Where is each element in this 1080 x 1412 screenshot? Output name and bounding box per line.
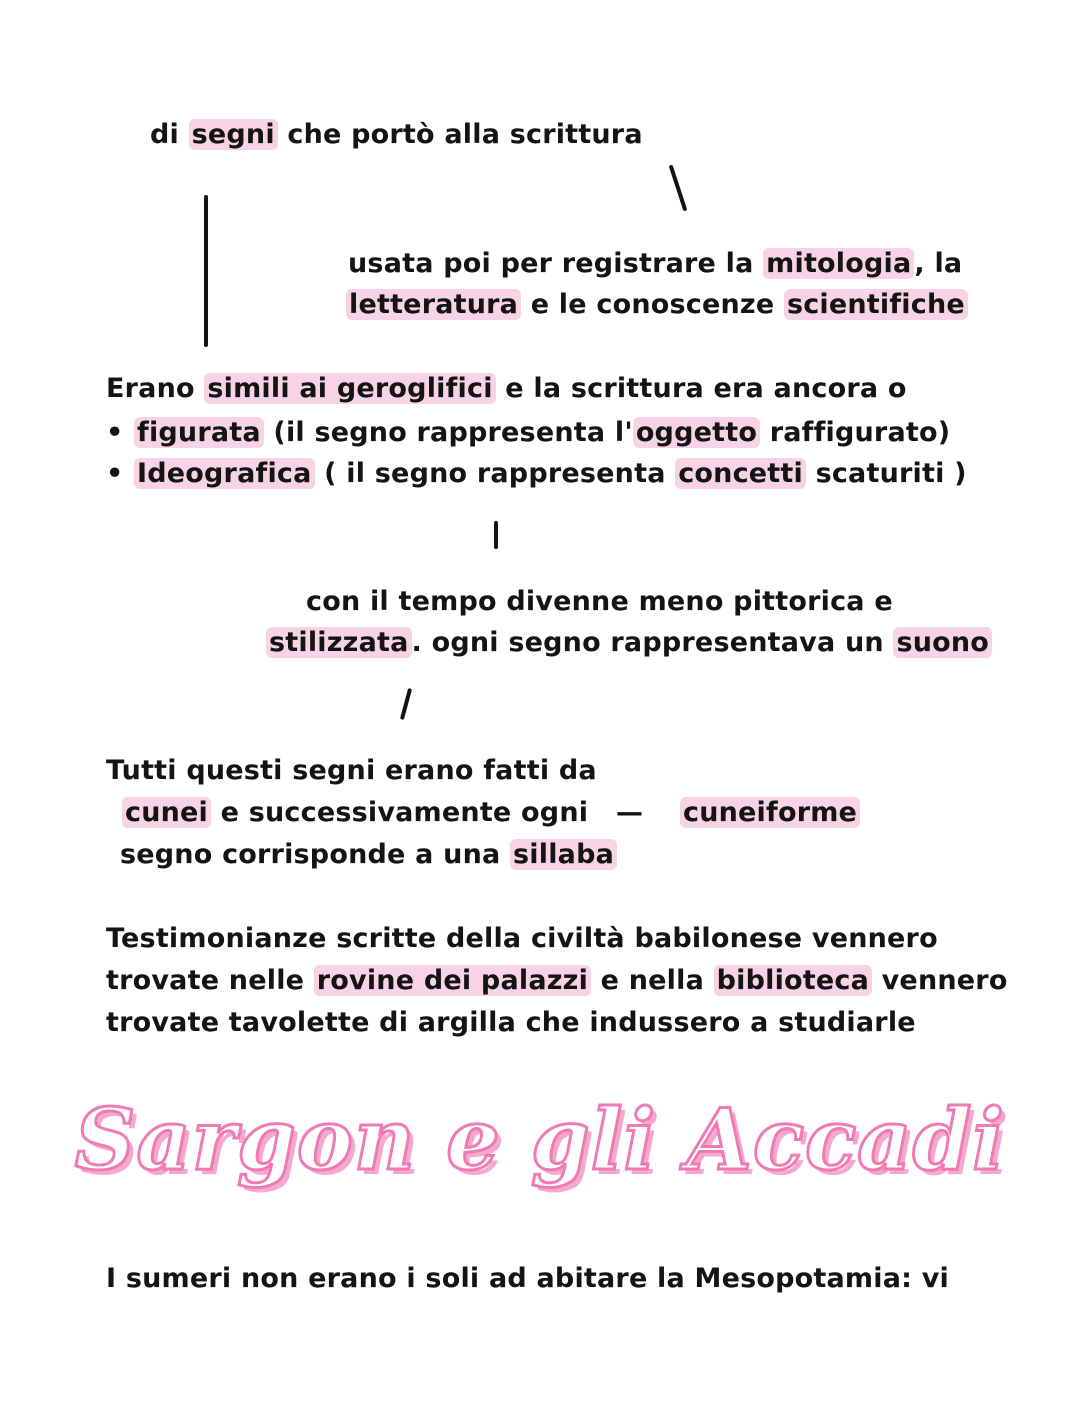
- highlight: sillaba: [510, 839, 617, 870]
- connector-line: [204, 195, 208, 347]
- text-line: [680, 796, 860, 830]
- highlight: mitologia: [763, 248, 914, 279]
- text-line: [306, 585, 893, 619]
- text-span: vennero: [872, 965, 1008, 996]
- text-span: trovate nelle: [106, 965, 314, 996]
- text-span: scaturiti ): [805, 458, 967, 489]
- text-span: ( il segno rappresenta: [314, 458, 676, 489]
- text-span: e le conoscenze: [521, 289, 784, 320]
- text-span: Tutti questi segni erano fatti da: [106, 755, 597, 786]
- text-span: trovate tavolette di argilla che indussero a studiarle: [106, 1007, 916, 1038]
- connector-line: [400, 688, 412, 720]
- text-span: e nella: [591, 965, 714, 996]
- text-span: e successivamente ogni: [211, 797, 589, 828]
- text-line: [106, 754, 597, 788]
- text-line: [122, 796, 588, 830]
- text-span: segno corrisponde a una: [120, 839, 511, 870]
- bullet-item: [106, 457, 967, 491]
- highlight: scientifiche: [784, 289, 968, 320]
- highlight: simili ai geroglifici: [204, 373, 495, 404]
- text-span: , la: [914, 248, 963, 279]
- bullet-icon: •: [106, 417, 124, 448]
- highlight: cunei: [122, 797, 211, 828]
- text-span: e la scrittura era ancora o: [495, 373, 907, 404]
- text-span: raffigurato): [760, 417, 951, 448]
- highlight: biblioteca: [714, 965, 872, 996]
- connector-line: [494, 521, 498, 549]
- bullet-item: [106, 416, 950, 450]
- highlight: cuneiforme: [680, 797, 860, 828]
- highlight: figurata: [134, 417, 264, 448]
- highlight: segni: [189, 119, 278, 150]
- text-line: [106, 922, 938, 956]
- highlight: concetti: [675, 458, 806, 489]
- section-heading: Sargon e gli Accadi: [74, 1090, 1006, 1189]
- text-line: [106, 1006, 916, 1040]
- highlight: letteratura: [346, 289, 521, 320]
- text-line: [106, 1262, 949, 1296]
- text-span: I sumeri non erano i soli ad abitare la Mesopotamia: vi: [106, 1263, 949, 1294]
- highlight: stilizzata: [266, 627, 412, 658]
- text-line: [346, 288, 968, 322]
- text-span: con il tempo divenne meno pittorica e: [306, 586, 893, 617]
- highlight: oggetto: [633, 417, 760, 448]
- text-span: che portò alla scrittura: [277, 119, 643, 150]
- connector-line: [669, 165, 688, 212]
- text-line: [120, 838, 617, 872]
- text-line: [106, 372, 907, 406]
- text-line: [150, 118, 643, 152]
- text-span: di: [150, 119, 189, 150]
- text-span: Erano: [106, 373, 205, 404]
- text-line: [106, 964, 1008, 998]
- text-span: Testimonianze scritte della civiltà babilonese vennero: [106, 923, 938, 954]
- highlight: rovine dei palazzi: [314, 965, 591, 996]
- text-span: . ogni segno rappresentava un: [411, 627, 894, 658]
- text-span: (il segno rappresenta l': [263, 417, 633, 448]
- text-line: [266, 626, 992, 660]
- text-line: [348, 247, 962, 281]
- highlight: suono: [893, 627, 992, 658]
- arrow-dash: [616, 796, 643, 830]
- highlight: Ideografica: [134, 458, 315, 489]
- text-span: usata poi per registrare la: [348, 248, 764, 279]
- dash-icon: —: [616, 797, 644, 828]
- bullet-icon: •: [106, 458, 124, 489]
